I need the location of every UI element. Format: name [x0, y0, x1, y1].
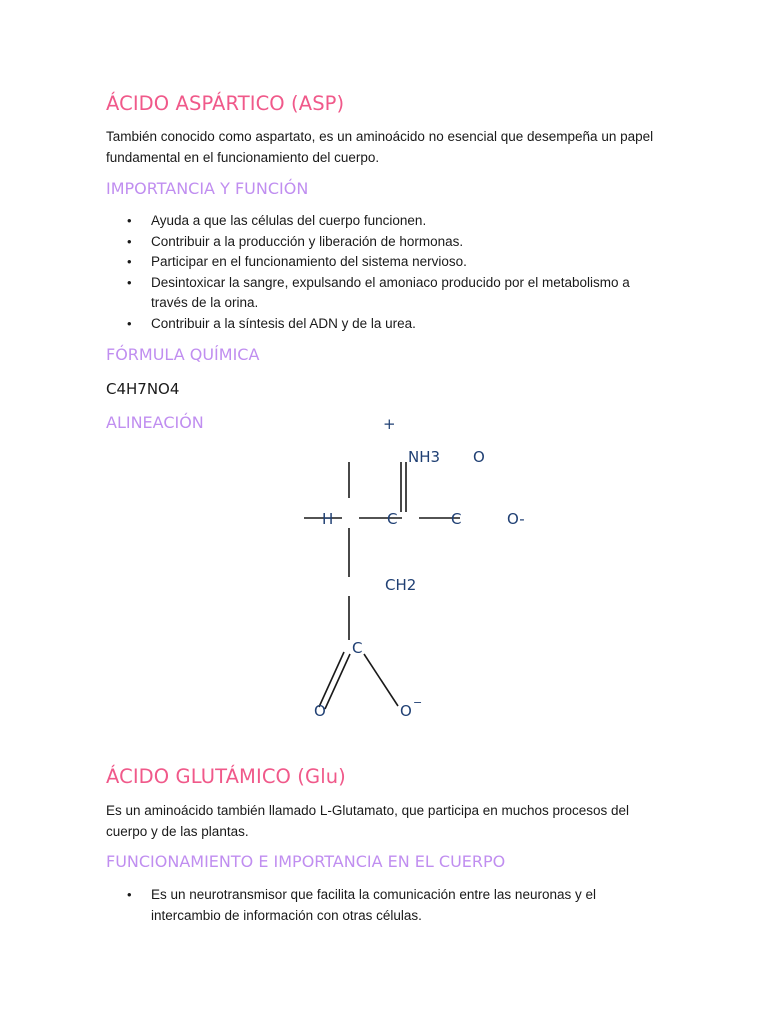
oxygen-top-label: O — [473, 448, 485, 466]
oxygen-right-label: O — [400, 702, 412, 720]
carbon-alpha-label: C — [387, 510, 398, 528]
glu-intro: Es un aminoácido también llamado L-Glutamato, que participa en muchos procesos del cuerpo y de las plantas. — [106, 803, 630, 839]
oxygen-minus-label: O- — [507, 510, 525, 528]
asp-alignment-heading: ALINEACIÓN — [106, 413, 204, 432]
asp-formula: C4H7NO4 — [106, 380, 180, 398]
oxygen-left-label: O — [314, 702, 326, 720]
bond-line — [325, 654, 350, 709]
asp-formula-heading: FÓRMULA QUÍMICA — [106, 345, 260, 364]
glu-section-heading: FUNCIONAMIENTO E IMPORTANCIA EN EL CUERPO — [106, 852, 506, 871]
ch2-label: CH2 — [385, 576, 417, 594]
carbon-side-label: C — [352, 639, 363, 657]
plus-charge: + — [383, 415, 396, 433]
minus-charge: − — [413, 696, 423, 709]
hydrogen-label: H — [322, 510, 334, 528]
list-item: • Contribuir a la producción y liberación de hormonas. — [106, 232, 651, 253]
carbon-carboxyl-label: C — [451, 510, 462, 528]
list-item: • Contribuir a la síntesis del ADN y de la urea. — [106, 314, 651, 335]
glu-title: ÁCIDO GLUTÁMICO (Glu) — [106, 765, 346, 788]
bond-line — [319, 652, 344, 707]
nh3-label: NH3 — [408, 448, 441, 466]
list-item: • Ayuda a que las células del cuerpo funcionen. — [106, 211, 651, 232]
glu-bullet-list — [106, 885, 651, 926]
asp-intro: También conocido como aspartato, es un aminoácido no esencial que desempeña un papel fundamental en el funcionamiento del cuerpo. — [106, 129, 654, 165]
list-item: • Participar en el funcionamiento del sistema nervioso. — [106, 252, 651, 273]
list-item: • Desintoxicar la sangre, expulsando el amoniaco producido por el metabolismo a través de la orina. — [106, 273, 651, 314]
asp-title: ÁCIDO ASPÁRTICO (ASP) — [106, 92, 345, 115]
asp-importance-heading: IMPORTANCIA Y FUNCIÓN — [106, 179, 309, 198]
list-item: • Es un neurotransmisor que facilita la comunicación entre las neuronas y el intercambio de información con otras células. — [106, 885, 651, 926]
bond-line — [364, 654, 398, 706]
